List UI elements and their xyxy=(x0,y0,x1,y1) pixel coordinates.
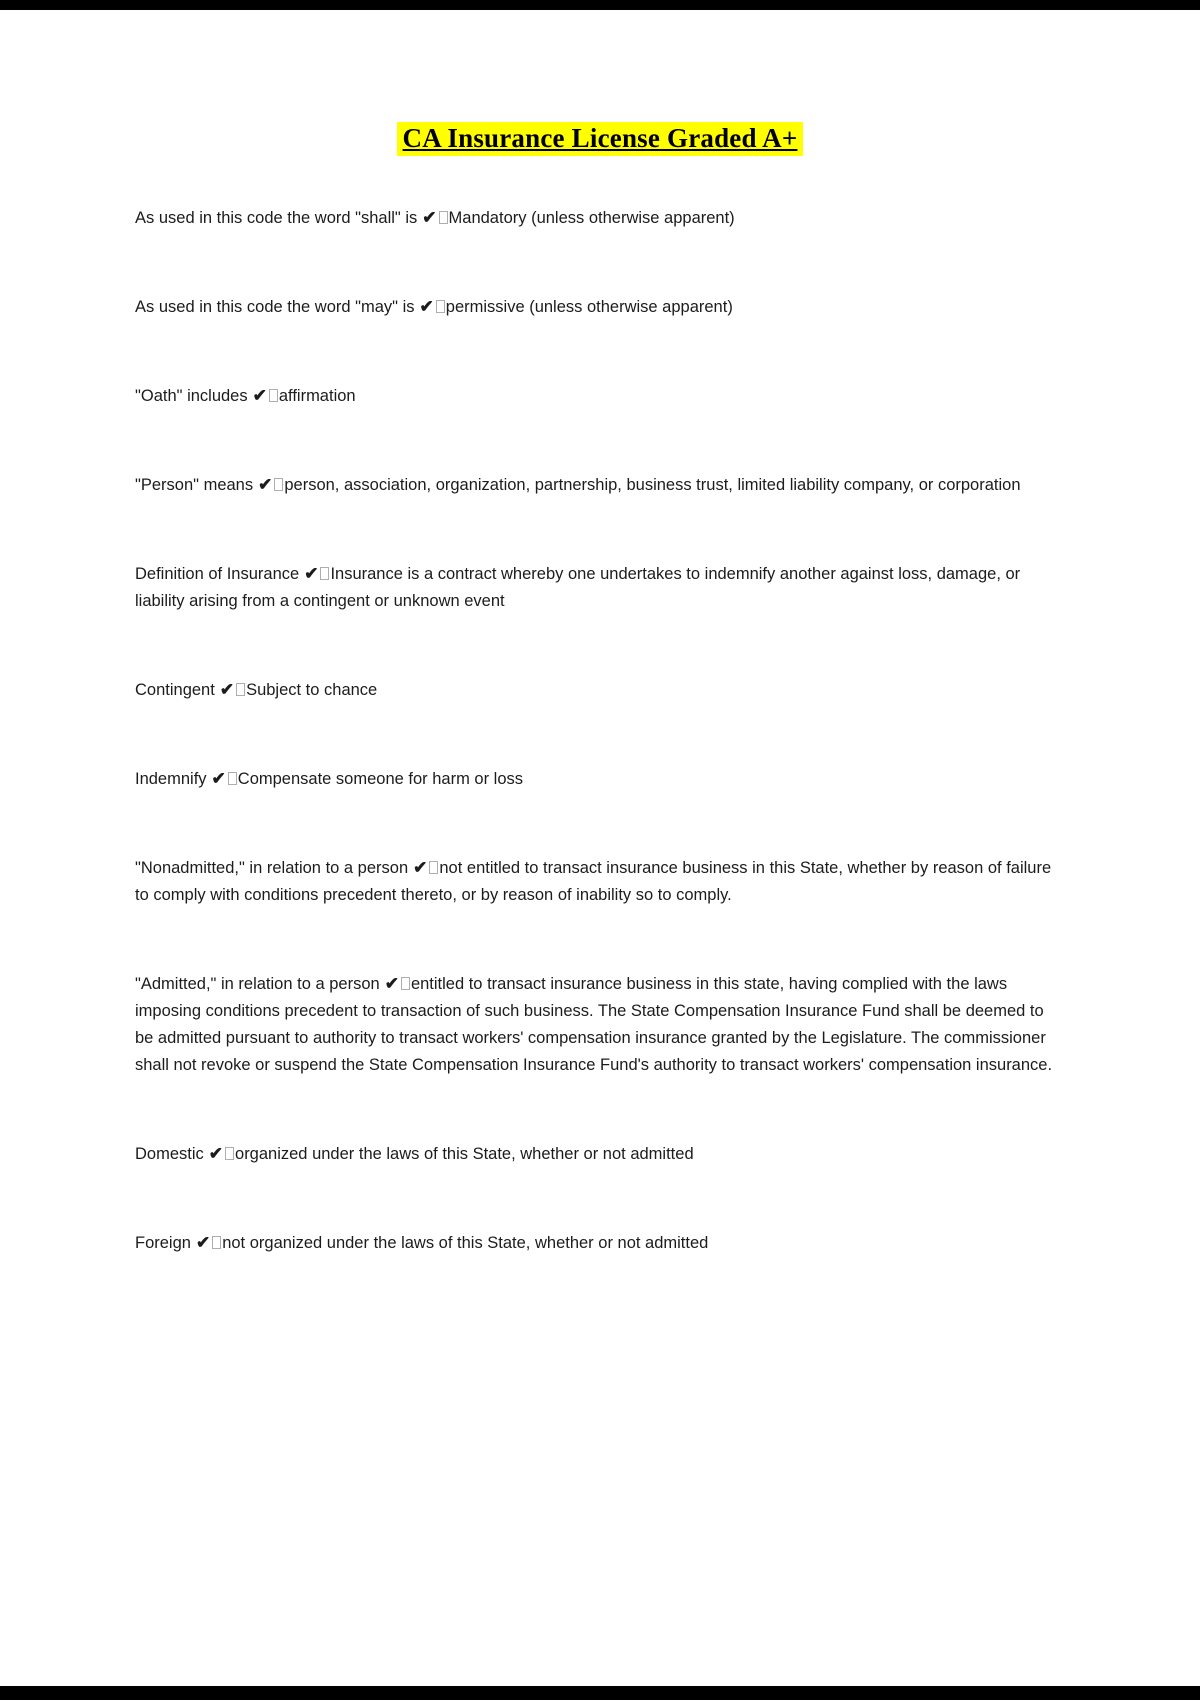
answer-text: Insurance is a contract whereby one undertakes to indemnify another against loss, damage, or liability arising from a contingent or unknown event xyxy=(135,565,1021,610)
empty-checkbox-icon xyxy=(274,478,283,491)
answer-text: person, association, organization, partnership, business trust, limited liability company, or corporation xyxy=(284,476,1021,494)
empty-checkbox-icon xyxy=(401,977,410,990)
qa-list xyxy=(135,204,1065,1257)
empty-checkbox-icon xyxy=(228,772,237,785)
qa-item xyxy=(135,204,1065,232)
question-text: As used in this code the word "shall" is xyxy=(135,209,418,227)
page-title: CA Insurance License Graded A+ xyxy=(397,122,804,156)
question-text: Definition of Insurance xyxy=(135,565,300,583)
question-text: Indemnify xyxy=(135,770,207,788)
page-bottom-edge xyxy=(0,1686,1200,1700)
empty-checkbox-icon xyxy=(320,567,329,580)
checkmark-icon: ✔ xyxy=(195,1233,211,1252)
qa-item xyxy=(135,1229,1065,1257)
page-top-edge xyxy=(0,0,1200,10)
question-text: Domestic xyxy=(135,1145,204,1163)
answer-text: entitled to transact insurance business in this state, having complied with the laws imposing conditions precedent to transaction of such business. The State Compensation Insurance Fund shall be deemed to be admitted pursuant to authority to transact workers' compensation insurance granted by the Legislature. The commissioner shall not revoke or suspend the State Compensation Insurance Fund's authority to transact workers' compensation insurance. xyxy=(135,975,1053,1074)
empty-checkbox-icon xyxy=(225,1147,234,1160)
empty-checkbox-icon xyxy=(236,683,245,696)
question-text: As used in this code the word "may" is xyxy=(135,298,415,316)
question-text: "Person" means xyxy=(135,476,254,494)
answer-text: Mandatory (unless otherwise apparent) xyxy=(448,209,735,227)
checkmark-icon: ✔ xyxy=(211,769,226,788)
question-text: "Oath" includes xyxy=(135,387,248,405)
checkmark-icon: ✔ xyxy=(419,297,434,316)
question-text: "Nonadmitted," in relation to a person xyxy=(135,859,409,877)
checkmark-icon: ✔ xyxy=(413,858,428,877)
qa-item xyxy=(135,765,1065,793)
checkmark-icon: ✔ xyxy=(384,974,399,993)
empty-checkbox-icon xyxy=(436,300,445,313)
checkmark-icon: ✔ xyxy=(208,1144,224,1163)
answer-text: not entitled to transact insurance business in this State, whether by reason of failure to comply with conditions precedent thereto, or by reason of inability so to comply. xyxy=(135,859,1052,904)
question-text: Contingent xyxy=(135,681,215,699)
checkmark-icon: ✔ xyxy=(252,386,267,405)
empty-checkbox-icon xyxy=(212,1236,221,1249)
checkmark-icon: ✔ xyxy=(258,475,273,494)
checkmark-icon: ✔ xyxy=(219,680,235,699)
answer-text: organized under the laws of this State, whether or not admitted xyxy=(235,1145,694,1163)
qa-item xyxy=(135,970,1065,1079)
answer-text: affirmation xyxy=(278,387,356,405)
qa-item xyxy=(135,1140,1065,1168)
checkmark-icon: ✔ xyxy=(422,208,437,227)
qa-item xyxy=(135,382,1065,410)
answer-text: Subject to chance xyxy=(246,681,378,699)
question-text: Foreign xyxy=(135,1234,191,1252)
checkmark-icon: ✔ xyxy=(304,564,319,583)
empty-checkbox-icon xyxy=(429,861,438,874)
question-text: "Admitted," in relation to a person xyxy=(135,975,380,993)
answer-text: permissive (unless otherwise apparent) xyxy=(445,298,733,316)
qa-item xyxy=(135,471,1065,499)
qa-item xyxy=(135,560,1065,615)
answer-text: Compensate someone for harm or loss xyxy=(237,770,524,788)
title-container xyxy=(135,122,1065,156)
qa-item xyxy=(135,676,1065,704)
empty-checkbox-icon xyxy=(439,211,448,224)
answer-text: not organized under the laws of this State, whether or not admitted xyxy=(222,1234,709,1252)
empty-checkbox-icon xyxy=(269,389,278,402)
qa-item xyxy=(135,293,1065,321)
qa-item xyxy=(135,854,1065,909)
